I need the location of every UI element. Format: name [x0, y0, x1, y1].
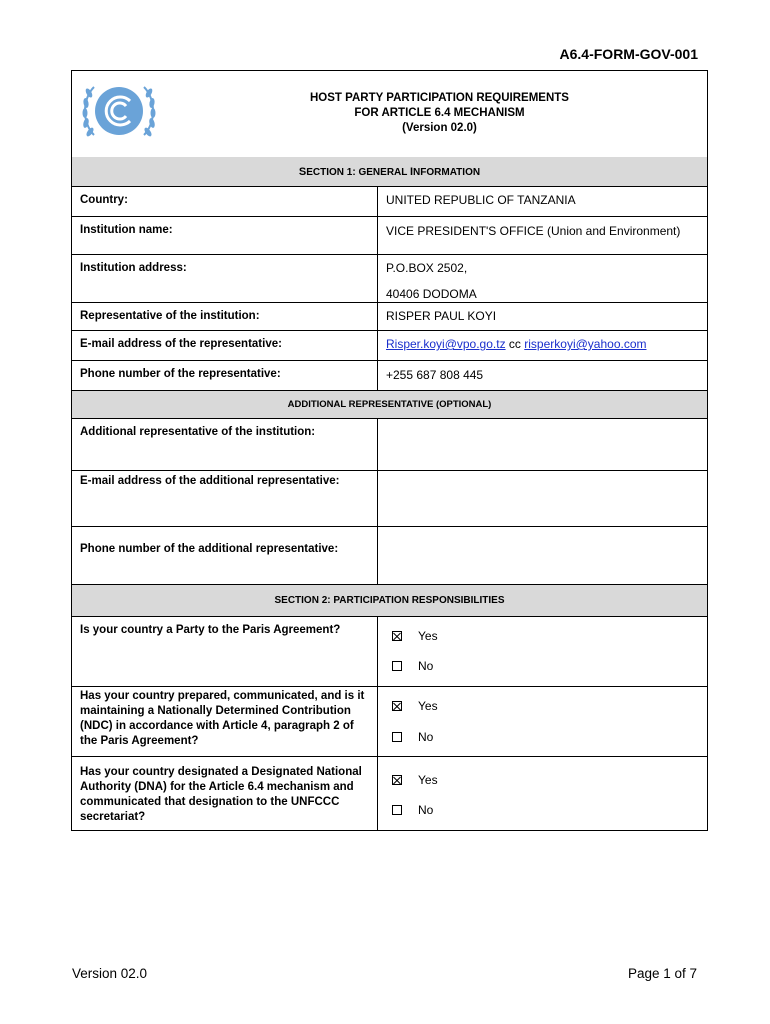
institution-name-row: [72, 217, 707, 255]
phone-value[interactable]: +255 687 808 445: [386, 368, 484, 382]
yes-option[interactable]: [392, 773, 438, 787]
email-cc-text: cc: [508, 337, 521, 351]
checkbox-empty-icon[interactable]: [392, 732, 402, 742]
yes-option[interactable]: [392, 699, 438, 713]
email-primary-link[interactable]: Risper.koyi@vpo.go.tz: [386, 337, 506, 351]
phone-row: [72, 361, 707, 391]
email-secondary-link[interactable]: risperkoyi@yahoo.com: [524, 337, 647, 351]
institution-address-row: [72, 255, 707, 303]
no-option[interactable]: [392, 803, 433, 817]
address-line-1: P.O.BOX 2502,: [386, 261, 468, 275]
institution-address-label: Institution address:: [72, 255, 378, 302]
additional-email-label: E-mail address of the additional representative:: [72, 471, 378, 526]
additional-email-field[interactable]: [378, 471, 707, 526]
additional-phone-field[interactable]: [378, 527, 707, 584]
footer-version: Version 02.0: [72, 966, 148, 981]
title-line-2: FOR ARTICLE 6.4 MECHANISM: [354, 107, 525, 119]
representative-value[interactable]: RISPER PAUL KOYI: [386, 309, 497, 323]
no-label: No: [418, 803, 434, 817]
section-1-header: [72, 157, 707, 187]
question-row: [72, 687, 707, 757]
no-option[interactable]: [392, 730, 433, 744]
additional-rep-row: [72, 419, 707, 471]
phone-label: Phone number of the representative:: [72, 361, 378, 390]
question-answer: [378, 617, 707, 686]
yes-label: Yes: [418, 629, 438, 643]
email-row: [72, 331, 707, 361]
form-title: [192, 91, 687, 136]
section-2-header: SECTION 2: PARTICIPATION RESPONSIBILITIES: [72, 585, 707, 617]
unfccc-logo-icon: [80, 79, 158, 143]
institution-name-label: Institution name:: [72, 217, 378, 254]
country-value[interactable]: UNITED REPUBLIC OF TANZANIA: [386, 193, 576, 207]
question-text: Has your country designated a Designated National Authority (DNA) for the Article 6.4 mechanism and communicated that designation to the UNFCCC secretariat?: [72, 757, 378, 831]
section-1-title-part: I: [409, 166, 414, 178]
country-label: Country:: [72, 187, 378, 216]
checkbox-checked-icon[interactable]: [392, 701, 402, 711]
institution-name-value[interactable]: VICE PRESIDENT'S OFFICE (Union and Environment): [386, 224, 681, 238]
question-text: Has your country prepared, communicated, and is it maintaining a Nationally Determined Contribution (NDC) in accordance with Article 4, paragraph 2 of the Paris Agreement?: [72, 687, 378, 756]
title-line-1: HOST PARTY PARTICIPATION REQUIREMENTS: [310, 92, 569, 104]
section-1-title-part: S: [298, 166, 307, 178]
additional-phone-label: Phone number of the additional representative:: [72, 527, 378, 584]
representative-row: [72, 303, 707, 331]
additional-representative-header: ADDITIONAL REPRESENTATIVE (OPTIONAL): [72, 391, 707, 419]
section-1-title-part: NFORMATION: [413, 167, 481, 178]
email-label: E-mail address of the representative:: [72, 331, 378, 360]
yes-label: Yes: [418, 699, 438, 713]
no-label: No: [418, 730, 434, 744]
additional-phone-row: [72, 527, 707, 585]
footer-page-number: Page 1 of 7: [627, 966, 697, 981]
email-value[interactable]: [378, 331, 707, 360]
form-header: [72, 71, 707, 158]
title-version: (Version 02.0): [402, 122, 477, 134]
section-1-title-part: ENERAL: [366, 167, 410, 178]
checkbox-empty-icon[interactable]: [392, 805, 402, 815]
question-answer: [378, 757, 707, 831]
yes-option[interactable]: [392, 629, 438, 643]
participation-form: [71, 70, 708, 831]
institution-address-value[interactable]: [378, 255, 707, 302]
country-row: [72, 187, 707, 217]
checkbox-checked-icon[interactable]: [392, 775, 402, 785]
checkbox-empty-icon[interactable]: [392, 661, 402, 671]
question-row: [72, 757, 707, 831]
question-answer: [378, 687, 707, 756]
additional-rep-label: Additional representative of the institution:: [72, 419, 378, 470]
document-id: A6.4-FORM-GOV-001: [559, 46, 698, 62]
question-text: Is your country a Party to the Paris Agreement?: [72, 617, 378, 686]
checkbox-checked-icon[interactable]: [392, 631, 402, 641]
additional-email-row: [72, 471, 707, 527]
no-option[interactable]: [392, 659, 433, 673]
question-row: [72, 617, 707, 687]
no-label: No: [418, 659, 434, 673]
section-1-title-part: ECTION 1: G: [306, 167, 367, 178]
address-line-2: 40406 DODOMA: [386, 287, 477, 301]
additional-rep-field[interactable]: [378, 419, 707, 470]
yes-label: Yes: [418, 773, 438, 787]
representative-label: Representative of the institution:: [72, 303, 378, 330]
